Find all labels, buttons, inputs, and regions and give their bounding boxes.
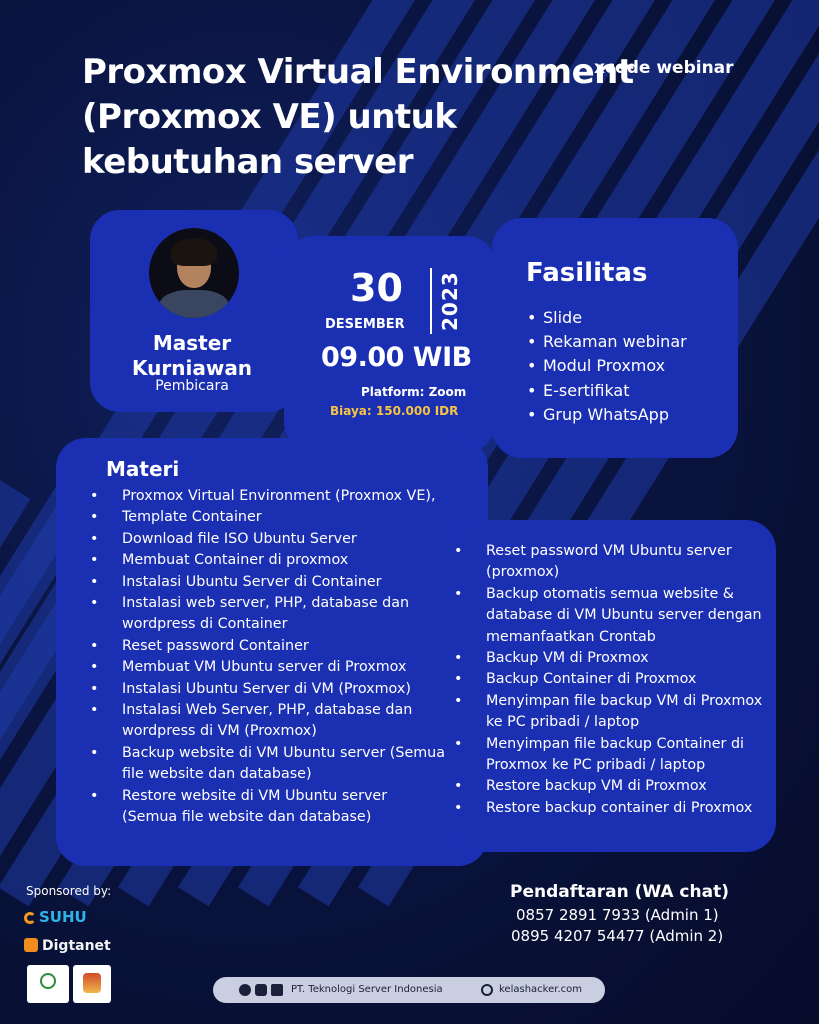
event-day: 30	[350, 266, 403, 310]
globe-icon	[481, 984, 493, 996]
suhu-logo: SUHU	[24, 908, 87, 926]
list-item: • Restore backup VM di Proxmox	[470, 776, 770, 797]
list-item: • Modul Proxmox	[527, 354, 687, 378]
list-item: • Download file ISO Ubuntu Server	[106, 529, 446, 550]
fasilitas-list	[527, 306, 687, 427]
speaker-role: Pembicara	[155, 378, 229, 394]
event-year: 2023	[438, 271, 462, 331]
list-item: • Reset password Container	[106, 636, 446, 657]
list-item: • Membuat Container di proxmox	[106, 550, 446, 571]
event-month: DESEMBER	[325, 317, 405, 332]
event-platform: Platform: Zoom	[361, 385, 467, 399]
digtanet-logo: Digtanet	[24, 938, 111, 954]
footer-company: PT. Teknologi Server Indonesia	[291, 984, 443, 995]
registration-phone-2: 0895 4207 54477 (Admin 2)	[511, 927, 724, 945]
date-divider	[430, 268, 432, 334]
list-item: • Menyimpan file backup VM di Proxmox ke PC pribadi / laptop	[470, 691, 770, 734]
list-item: • Backup website di VM Ubuntu server (Semua file website dan database)	[106, 743, 446, 786]
list-item: • Backup Container di Proxmox	[470, 669, 770, 690]
list-item: • Slide	[527, 306, 687, 330]
event-time: 09.00 WIB	[321, 342, 472, 373]
materi-list-right	[470, 541, 770, 819]
registration-title: Pendaftaran (WA chat)	[510, 882, 729, 902]
list-item: • Backup VM di Proxmox	[470, 648, 770, 669]
list-item: • Menyimpan file backup Container di Proxmox ke PC pribadi / laptop	[470, 734, 770, 777]
sponsor-logo-badge	[73, 965, 111, 1003]
list-item: • Instalasi Ubuntu Server di VM (Proxmox)	[106, 679, 446, 700]
speaker-avatar	[149, 228, 239, 318]
footer-bar	[213, 977, 605, 1003]
list-item: • Reset password VM Ubuntu server (proxmox)	[470, 541, 770, 584]
list-item: • E-sertifikat	[527, 379, 687, 403]
list-item: • Instalasi Web Server, PHP, database dan wordpress di VM (Proxmox)	[106, 700, 446, 743]
sponsor-logo-badge	[27, 965, 69, 1003]
list-item: • Restore website di VM Ubuntu server (Semua file website dan database)	[106, 786, 446, 829]
registration-phone-1: 0857 2891 7933 (Admin 1)	[516, 906, 719, 924]
list-item: • Backup otomatis semua website & database di VM Ubuntu server dengan memanfaatkan Crontab	[470, 584, 770, 648]
list-item: • Instalasi web server, PHP, database dan wordpress di Container	[106, 593, 446, 636]
event-fee: Biaya: 150.000 IDR	[330, 404, 459, 418]
list-item: • Template Container	[106, 507, 446, 528]
list-item: • Membuat VM Ubuntu server di Proxmox	[106, 657, 446, 678]
linkedin-icon[interactable]	[271, 984, 283, 996]
brand-label: xcode webinar	[594, 58, 734, 78]
page-title: Proxmox Virtual Environment (Proxmox VE) untuk kebutuhan server	[82, 52, 634, 182]
fasilitas-title: Fasilitas	[526, 258, 648, 288]
sponsor-label: Sponsored by:	[26, 884, 112, 898]
footer-website-link[interactable]: kelashacker.com	[499, 984, 582, 995]
youtube-icon[interactable]	[255, 984, 267, 996]
materi-list-left	[106, 486, 446, 829]
list-item: • Proxmox Virtual Environment (Proxmox VE),	[106, 486, 446, 507]
list-item: • Restore backup container di Proxmox	[470, 798, 770, 819]
materi-title: Materi	[106, 457, 180, 481]
list-item: • Instalasi Ubuntu Server di Container	[106, 572, 446, 593]
list-item: • Grup WhatsApp	[527, 403, 687, 427]
speaker-name: Master Kurniawan	[132, 331, 253, 380]
instagram-icon[interactable]	[239, 984, 251, 996]
list-item: • Rekaman webinar	[527, 330, 687, 354]
